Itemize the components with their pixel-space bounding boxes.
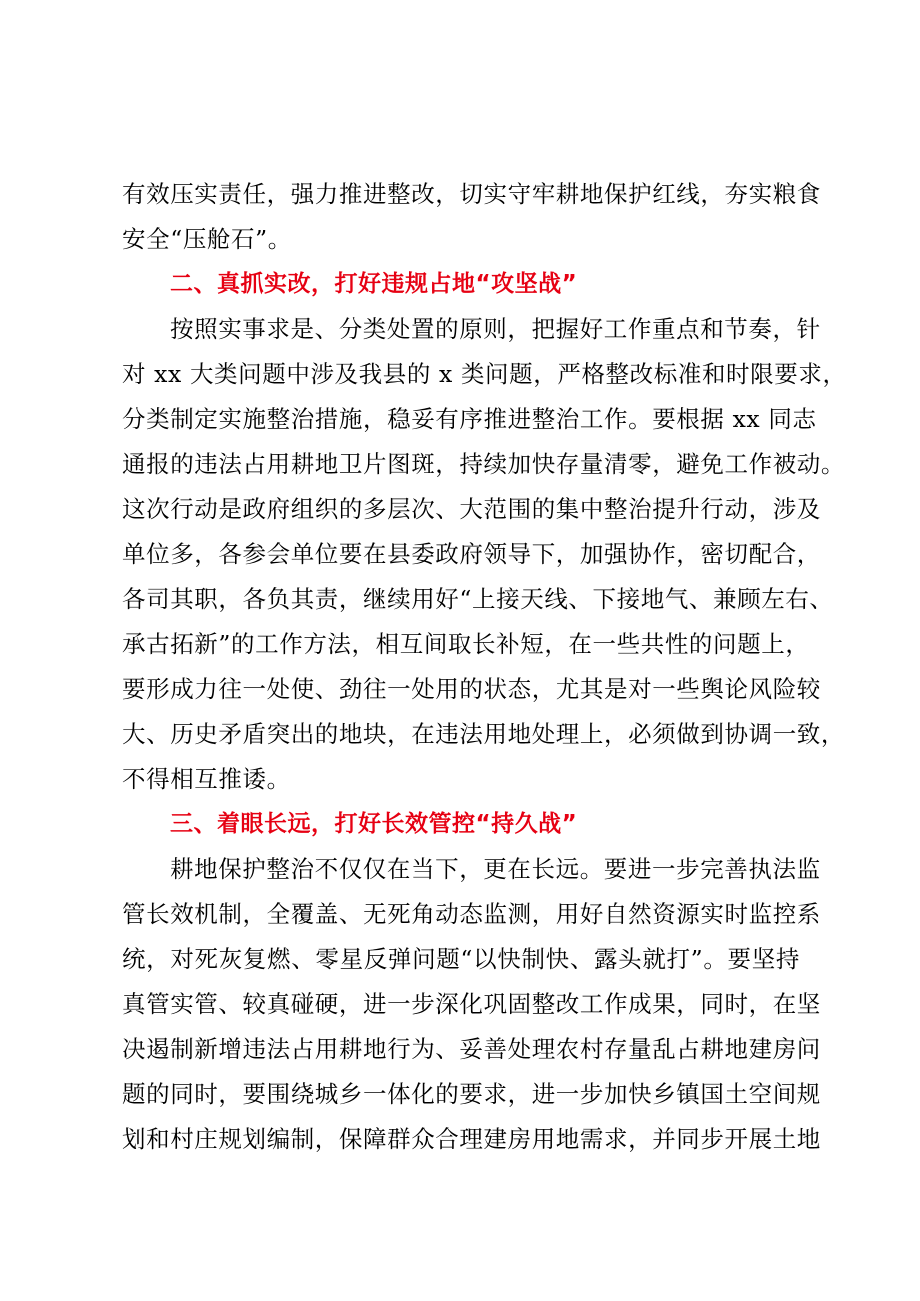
intro-line-1: 有效压实责任，强力推进整改，切实守牢耕地保护红线，夯实粮食 (122, 180, 821, 208)
section2-heading: 二、真抓实改，打好违规占地“攻坚战” (170, 271, 578, 297)
section3-line-1: 耕地保护整治不仅仅在当下，更在长远。要进一步完善执法监 (170, 855, 821, 883)
section2-line-11: 不得相互推诿。 (122, 765, 291, 793)
section3-line-2: 管长效机制，全覆盖、无死角动态监测，用好自然资源实时监控系 (122, 900, 821, 928)
section2-line-9: 要形成力往一处使、劲往一处用的状态，尤其是对一些舆论风险较 (122, 675, 821, 703)
section3-heading: 三、着眼长远，打好长效管控“持久战” (170, 811, 578, 837)
section3-line-4: 真管实管、较真碰硬，进一步深化巩固整改工作成果，同时，在坚 (122, 990, 821, 1018)
section2-line-5: 这次行动是政府组织的多层次、大范围的集中整治提升行动，涉及 (122, 495, 821, 523)
section2-line-4: 通报的违法占用耕地卫片图斑，持续加快存量清零，避免工作被动。 (122, 450, 845, 478)
section3-line-7: 划和村庄规划编制，保障群众合理建房用地需求，并同步开展土地 (122, 1125, 821, 1153)
section2-line-3: 分类制定实施整治措施，稳妥有序推进整治工作。要根据 xx 同志 (122, 405, 817, 433)
section2-line-1: 按照实事求是、分类处置的原则，把握好工作重点和节奏，针 (170, 315, 821, 343)
section3-line-5: 决遏制新增违法占用耕地行为、妥善处理农村存量乱占耕地建房问 (122, 1035, 821, 1063)
section2-line-2: 对 xx 大类问题中涉及我县的 x 类问题，严格整改标准和时限要求， (122, 360, 847, 388)
section2-line-6: 单位多，各参会单位要在县委政府领导下，加强协作，密切配合， (122, 540, 821, 568)
section3-line-3: 统，对死灰复燃、零星反弹问题“以快制快、露头就打”。要坚持 (122, 945, 800, 973)
intro-line-2: 安全“压舱石”。 (122, 225, 292, 253)
section2-line-10: 大、历史矛盾突出的地块，在违法用地处理上，必须做到协调一致， (122, 720, 845, 748)
section3-line-6: 题的同时，要围绕城乡一体化的要求，进一步加快乡镇国土空间规 (122, 1080, 821, 1108)
document-page (122, 172, 847, 1162)
section2-line-8: 承古拓新”的工作方法，相互间取长补短，在一些共性的问题上， (122, 630, 810, 658)
section2-line-7: 各司其职，各负其责，继续用好“上接天线、下接地气、兼顾左右、 (122, 585, 834, 613)
